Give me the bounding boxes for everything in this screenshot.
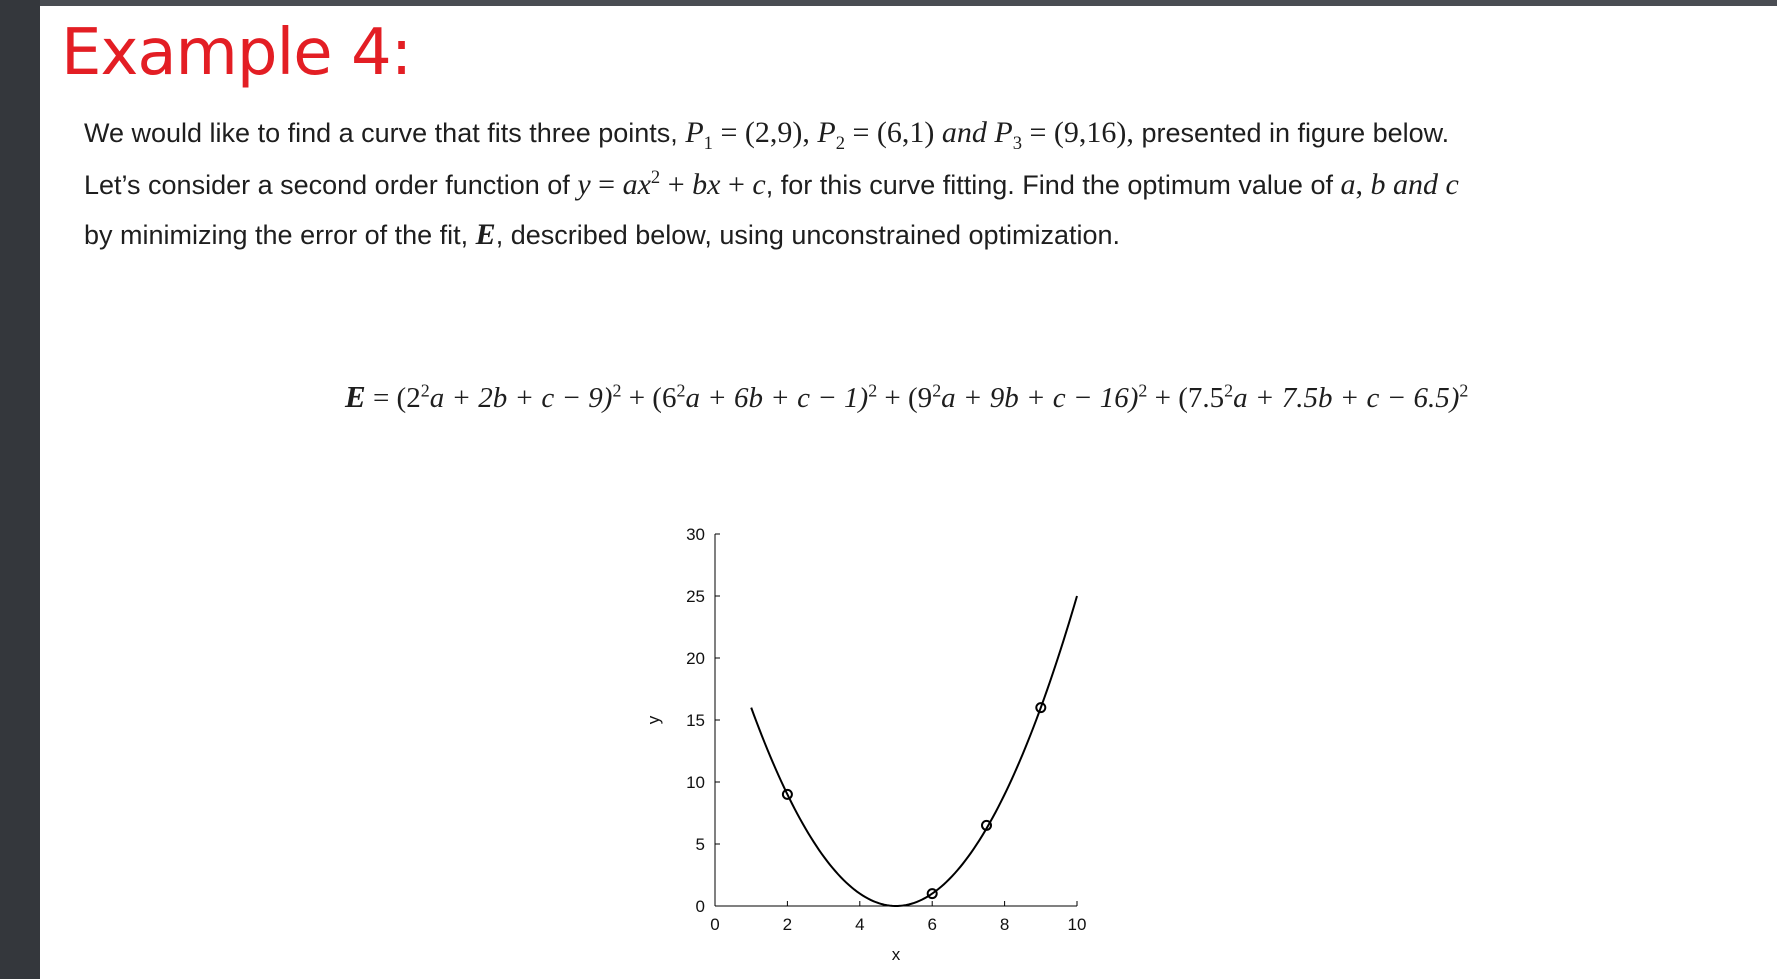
paragraph-line-3 — [84, 218, 1120, 252]
y-tick-label: 15 — [686, 711, 705, 730]
equation-term-1: $(2^2a + 2b + c - 9)^2$ — [396, 380, 622, 414]
error-symbol: E — [475, 218, 496, 251]
line2-prefix: Let’s consider a second order function of — [84, 170, 570, 200]
equation-lhs: E — [345, 379, 366, 414]
y-tick-label: 5 — [695, 835, 705, 854]
x-tick-label: 4 — [855, 915, 865, 934]
point-p1: $P_1 = (2,9)$, — [685, 116, 818, 154]
line2-comma: , — [765, 170, 774, 200]
equation-equals: = — [365, 382, 397, 414]
line2-suffix: for this curve fitting. Find the optimum value of — [773, 170, 1333, 200]
window-left-strip — [0, 0, 40, 979]
y-tick-label: 10 — [686, 773, 705, 792]
paragraph-line-2 — [84, 167, 1459, 202]
line1-prefix: We would like to find a curve that fits three points, — [84, 118, 678, 148]
curve-fit-chart — [600, 506, 1200, 976]
y-tick-label: 20 — [686, 649, 705, 668]
x-tick-label: 0 — [710, 915, 720, 934]
paragraph-line-1 — [84, 116, 1449, 155]
equation-term-3: + $(9^2a + 9b + c - 16)^2$ — [877, 380, 1148, 414]
x-tick-label: 10 — [1067, 915, 1087, 934]
x-tick-label: 2 — [782, 915, 793, 934]
x-axis-label: x — [891, 945, 901, 964]
x-tick-label: 6 — [927, 915, 937, 934]
fitted-curve — [751, 596, 1077, 906]
equation-term-4: + $(7.5^2a + 7.5b + c - 6.5)^2$ — [1147, 380, 1469, 414]
x-tick-label: 8 — [999, 915, 1010, 934]
point-p2: $P_2 = (6,1)$ and $P_3 = (9,16)$, — [817, 116, 1134, 154]
line3-suffix: , described below, using unconstrained optimization. — [495, 220, 1121, 250]
line3-prefix: by minimizing the error of the fit, — [84, 220, 469, 250]
slide — [40, 6, 1777, 979]
y-tick-label: 25 — [686, 587, 705, 606]
quadratic-function: $y = ax^2$ + bx + c — [577, 167, 766, 201]
y-tick-label: 0 — [695, 897, 705, 916]
slide-title: Example 4: — [61, 16, 412, 90]
equation-term-2: + $(6^2a + 6b + c - 1)^2$ — [621, 380, 878, 414]
coefficients-abc: a, b and c — [1340, 168, 1459, 201]
error-equation — [345, 379, 1468, 415]
line1-suffix: presented in figure below. — [1141, 118, 1450, 148]
y-tick-label: 30 — [686, 525, 705, 544]
y-axis-label: y — [644, 715, 663, 725]
